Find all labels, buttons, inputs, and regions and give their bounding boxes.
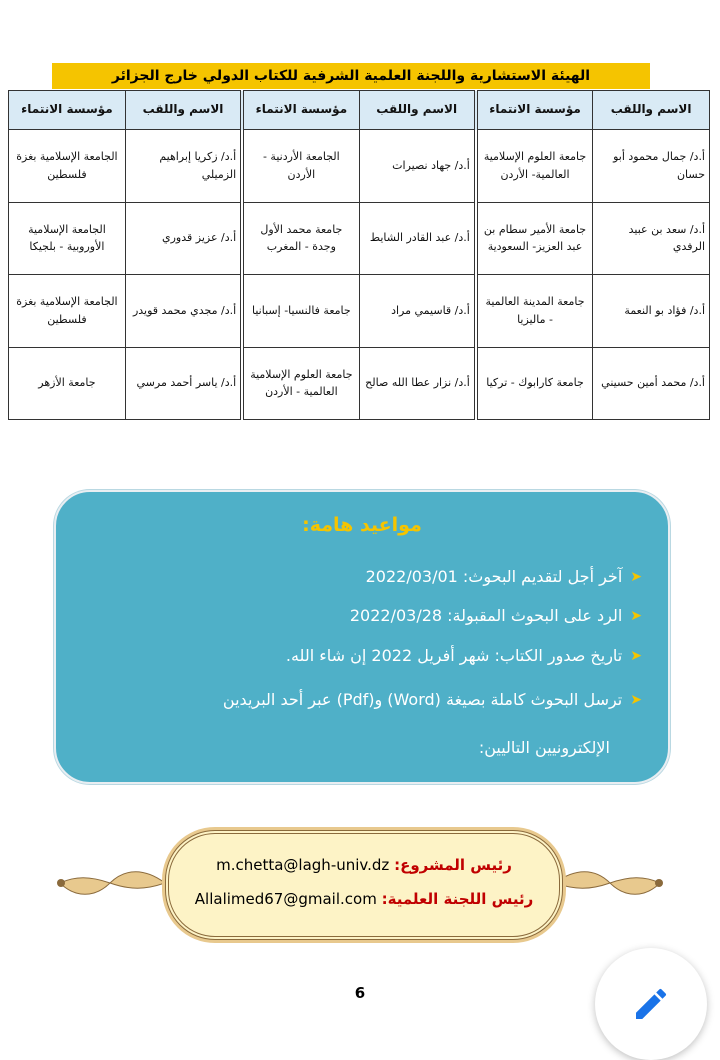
contacts-panel xyxy=(165,830,563,940)
table-row xyxy=(9,347,710,420)
member-institution: الجامعة الإسلامية بغزة فلسطين xyxy=(9,130,126,203)
header-inst-3: مؤسسة الانتماء xyxy=(9,91,126,130)
member-name: أ.د/ مجدي محمد قويدر xyxy=(125,275,242,348)
member-name: أ.د/ جهاد نصيرات xyxy=(359,130,476,203)
member-institution: جامعة محمد الأول وجدة - المغرب xyxy=(242,202,359,275)
member-name: أ.د/ عزيز قدوري xyxy=(125,202,242,275)
date-item xyxy=(366,567,642,586)
header-name-1: الاسم واللقب xyxy=(593,91,710,130)
arrow-icon: ➤ xyxy=(630,568,642,585)
member-institution: جامعة الأزهر xyxy=(9,347,126,420)
member-name: أ.د/ فؤاد بو النعمة xyxy=(593,275,710,348)
committee-head-email[interactable]: Allalimed67@gmail.com xyxy=(194,890,377,908)
header-inst-1: مؤسسة الانتماء xyxy=(476,91,593,130)
member-institution: جامعة الأمير سطام بن عبد العزيز- السعودية xyxy=(476,202,593,275)
member-institution: جامعة العلوم الإسلامية العالمية - الأردن xyxy=(242,347,359,420)
committee-head-label: رئيس اللجنة العلمية: xyxy=(381,890,534,908)
member-institution: جامعة المدينة العالمية - ماليزيا xyxy=(476,275,593,348)
member-name: أ.د/ جمال محمود أبو حسان xyxy=(593,130,710,203)
member-name: أ.د/ نزار عطا الله صالح xyxy=(359,347,476,420)
date-item xyxy=(350,606,642,625)
date-item-text: آخر أجل لتقديم البحوث: 2022/03/01 xyxy=(365,567,623,586)
member-institution: جامعة كارابوك - تركيا xyxy=(476,347,593,420)
pencil-icon xyxy=(631,984,671,1024)
date-item xyxy=(223,690,642,709)
page-number: 6 xyxy=(354,984,366,1002)
date-item xyxy=(286,646,642,665)
committee-head-contact xyxy=(169,890,559,908)
date-item-text: تاريخ صدور الكتاب: شهر أفريل 2022 إن شاء الله. xyxy=(285,646,623,665)
committee-table xyxy=(8,90,710,420)
arrow-icon: ➤ xyxy=(630,691,642,708)
table-header-row xyxy=(9,91,710,130)
header-inst-2: مؤسسة الانتماء xyxy=(242,91,359,130)
table-row xyxy=(9,130,710,203)
member-name: أ.د/ قاسيمي مراد xyxy=(359,275,476,348)
important-dates-box xyxy=(54,490,670,784)
project-head-email[interactable]: m.chetta@lagh-univ.dz xyxy=(216,856,390,874)
ornament-left-icon xyxy=(55,868,165,898)
arrow-icon: ➤ xyxy=(630,647,642,664)
date-item-text: ترسل البحوث كاملة بصيغة (Word) و(Pdf) عبر أحد البريدين xyxy=(222,690,623,709)
arrow-icon: ➤ xyxy=(630,607,642,624)
page-title: الهيئة الاستشارية واللجنة العلمية الشرفية للكتاب الدولي خارج الجزائر xyxy=(52,63,650,89)
table-row xyxy=(9,202,710,275)
member-institution: الجامعة الإسلامية الأوروبية - بلجيكا xyxy=(9,202,126,275)
edit-button[interactable] xyxy=(595,948,707,1060)
member-institution: الجامعة الإسلامية بغزة فلسطين xyxy=(9,275,126,348)
member-institution: جامعة فالنسيا- إسبانيا xyxy=(242,275,359,348)
ornament-right-icon xyxy=(555,868,665,898)
member-institution: الجامعة الأردنية - الأردن xyxy=(242,130,359,203)
member-name: أ.د/ ياسر أحمد مرسي xyxy=(125,347,242,420)
member-name: أ.د/ عبد القادر الشايط xyxy=(359,202,476,275)
date-item-text: الرد على البحوث المقبولة: 2022/03/28 xyxy=(349,606,623,625)
date-item-continuation: الإلكترونيين التاليين: xyxy=(478,738,610,757)
project-head-label: رئيس المشروع: xyxy=(394,856,512,874)
member-name: أ.د/ زكريا إبراهيم الزميلي xyxy=(125,130,242,203)
dates-title: مواعيد هامة: xyxy=(302,514,422,536)
header-name-2: الاسم واللقب xyxy=(359,91,476,130)
project-head-contact xyxy=(169,856,559,874)
member-name: أ.د/ محمد أمين حسيني xyxy=(593,347,710,420)
contacts-frame xyxy=(55,820,665,944)
table-row xyxy=(9,275,710,348)
member-name: أ.د/ سعد بن عبيد الرفدي xyxy=(593,202,710,275)
header-name-3: الاسم واللقب xyxy=(125,91,242,130)
member-institution: جامعة العلوم الإسلامية العالمية- الأردن xyxy=(476,130,593,203)
